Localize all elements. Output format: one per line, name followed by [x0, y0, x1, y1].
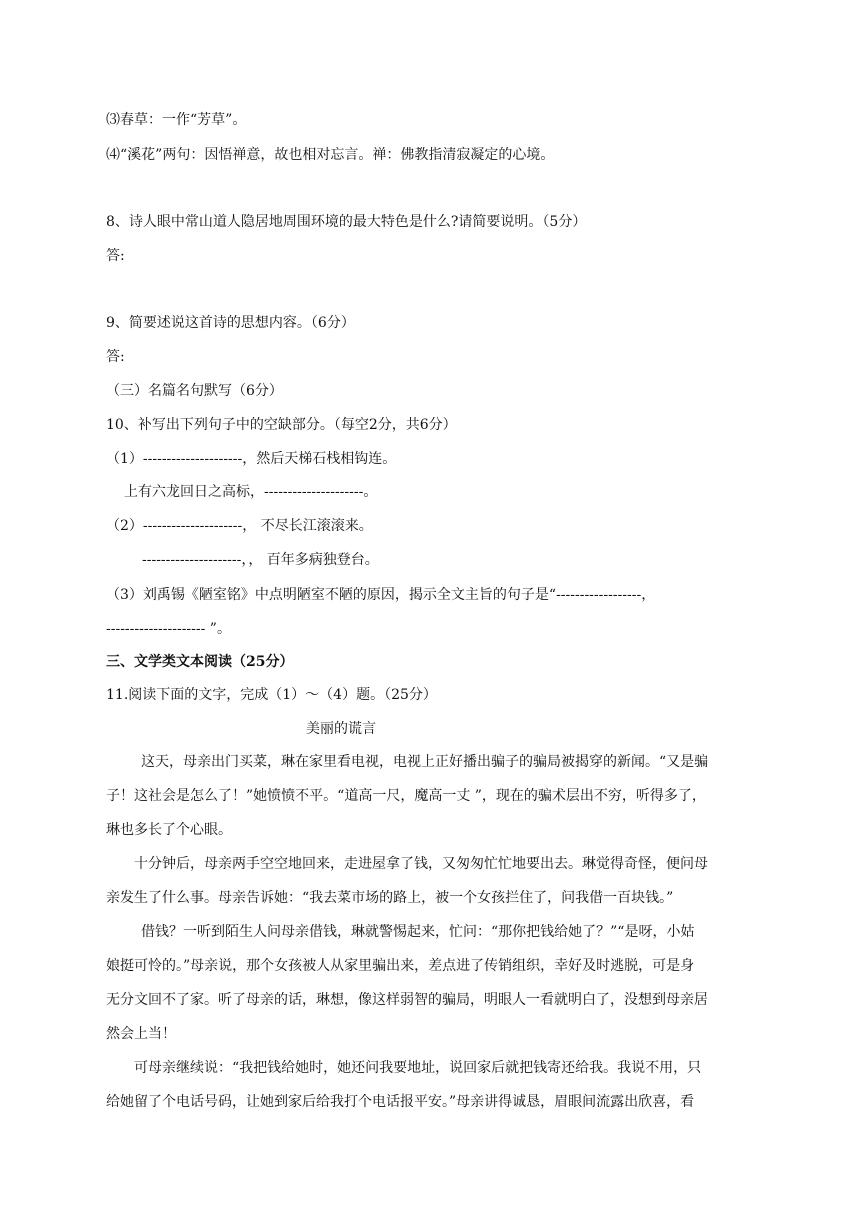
- note-4: ⑷“溪花”两句：因悟禅意，故也相对忘言。禅：佛教指清寂凝定的心境。: [106, 147, 555, 163]
- note-3: ⑶春草：一作“芳草”。: [106, 112, 247, 128]
- paragraph-1-line-3: 琳也多长了个心眼。: [106, 822, 232, 838]
- answer-label-8: 答:: [106, 248, 125, 264]
- answer-label-9: 答:: [106, 349, 125, 365]
- fill-blank-3: （3）刘禹锡《陋室铭》中点明陋室不陋的原因，揭示全文主旨的句子是“------------------，: [106, 587, 656, 603]
- paragraph-3-line-1: 借钱？一听到陌生人问母亲借钱，琳就警惕起来，忙问：“那你把钱给她了？”“是呀，小姑: [141, 924, 695, 940]
- fill-blank-3b: --------------------- ”。: [106, 621, 231, 637]
- story-title: 美丽的谎言: [306, 721, 376, 737]
- paragraph-2-line-1: 十分钟后，母亲两手空空地回来，走进屋拿了钱，又匆匆忙忙地要出去。琳觉得奇怪，便问母: [134, 856, 708, 872]
- paragraph-4-line-1: 可母亲继续说：“我把钱给她时，她还问我要地址，说回家后就把钱寄还给我。我说不用，只: [134, 1060, 702, 1076]
- fill-blank-2: （2）---------------------， 不尽长江滚滚来。: [106, 518, 373, 534]
- fill-blank-1b: 上有六龙回日之高标，---------------------。: [124, 484, 378, 500]
- paragraph-3-line-2: 娘挺可怜的。”母亲说，那个女孩被人从家里骗出来，差点进了传销组织，幸好及时逃脱，可是身: [106, 958, 695, 974]
- question-10: 10、补写出下列句子中的空缺部分。（每空2分，共6分）: [106, 417, 457, 433]
- question-11: 11.阅读下面的文字，完成（1）～（4）题。（25分）: [106, 687, 437, 703]
- question-8: 8、诗人眼中常山道人隐居地周围环境的最大特色是什么?请简要说明。（5分）: [106, 214, 587, 230]
- paragraph-1-line-2: 子！这社会是怎么了！”她愤愤不平。“道高一尺，魔高一丈 ”，现在的骗术层出不穷，听得多了，: [106, 788, 706, 804]
- paragraph-1-line-1: 这天，母亲出门买菜，琳在家里看电视，电视上正好播出骗子的骗局被揭穿的新闻。“又是骗: [141, 754, 709, 770]
- section-3-heading: （三）名篇名句默写（6分）: [106, 383, 283, 399]
- paragraph-3-line-4: 然会上当！: [106, 1026, 176, 1042]
- fill-blank-1: （1）---------------------，然后天梯石栈相钩连。: [106, 451, 397, 467]
- paragraph-2-line-2: 亲发生了什么事。母亲告诉她：“我去菜市场的路上，被一个女孩拦住了，问我借一百块钱。”: [106, 890, 674, 906]
- part-3-heading: 三、文学类文本阅读（25分）: [106, 654, 294, 670]
- fill-blank-2b: ---------------------，， 百年多病独登台。: [142, 552, 379, 568]
- paragraph-3-line-3: 无分文回不了家。听了母亲的话，琳想，像这样弱智的骗局，明眼人一看就明白了，没想到母亲居: [106, 992, 708, 1008]
- question-9: 9、简要述说这首诗的思想内容。（6分）: [106, 315, 355, 331]
- paragraph-4-line-2: 给她留了个电话号码，让她到家后给我打个电话报平安。”母亲讲得诚恳，眉眼间流露出欣喜，看: [106, 1094, 695, 1110]
